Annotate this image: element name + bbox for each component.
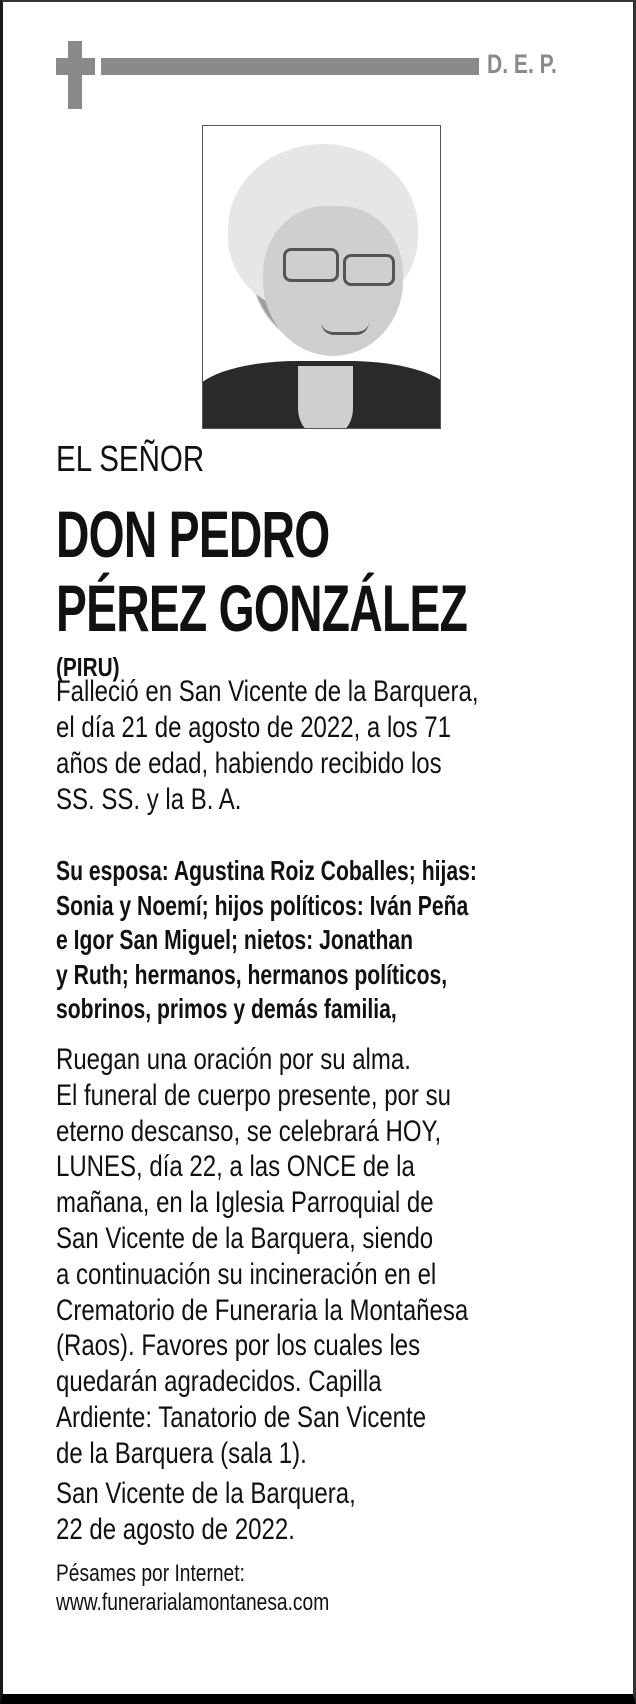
condolences-url-link[interactable]: www.funerarialamontanesa.com bbox=[56, 1589, 330, 1616]
funeral-line: LUNES, día 22, a las ONCE de la bbox=[56, 1150, 415, 1184]
photo-collar bbox=[298, 366, 353, 429]
death-notice-line: SS. SS. y la B. A. bbox=[56, 783, 242, 816]
funeral-line: Crematorio de Funeraria la Montañesa bbox=[56, 1293, 469, 1327]
funeral-line: San Vicente de la Barquera, siendo bbox=[56, 1221, 434, 1255]
place-date bbox=[56, 1476, 356, 1548]
cross-icon bbox=[68, 41, 82, 109]
family-line: Su esposa: Agustina Roiz Coballes; hijas: bbox=[56, 855, 477, 886]
funeral-line: de la Barquera (sala 1). bbox=[56, 1436, 307, 1470]
condolences-label: Pésames por Internet: bbox=[56, 1560, 245, 1587]
death-notice-line: el día 21 de agosto de 2022, a los 71 bbox=[56, 711, 451, 744]
funeral-details bbox=[56, 1042, 468, 1472]
funeral-line: mañana, en la Iglesia Parroquial de bbox=[56, 1186, 434, 1220]
family-line: e Igor San Miguel; nietos: Jonathan bbox=[56, 924, 414, 955]
family-list bbox=[56, 854, 477, 1027]
funeral-line: eterno descanso, se celebrará HOY, bbox=[56, 1114, 442, 1148]
funeral-line: El funeral de cuerpo presente, por su bbox=[56, 1078, 451, 1112]
cross-icon-arm bbox=[56, 58, 95, 75]
header-rule bbox=[101, 58, 479, 75]
death-notice bbox=[56, 674, 479, 818]
family-line: y Ruth; hermanos, hermanos políticos, bbox=[56, 958, 448, 990]
condolences bbox=[56, 1559, 329, 1617]
family-line: sobrinos, primos y demás familia, bbox=[56, 993, 397, 1024]
title-prefix: EL SEÑOR bbox=[56, 438, 205, 479]
death-notice-line: Falleció en San Vicente de la Barquera, bbox=[56, 675, 479, 708]
photo-glasses-right bbox=[343, 254, 395, 286]
photo-mouth bbox=[321, 322, 369, 335]
funeral-line: Ardiente: Tanatorio de San Vicente bbox=[56, 1400, 427, 1434]
deceased-name-line2: PÉREZ GONZÁLEZ bbox=[56, 571, 468, 645]
funeral-line: quedarán agradecidos. Capilla bbox=[56, 1365, 382, 1399]
deceased-name-line1: DON PEDRO bbox=[56, 497, 330, 571]
date-line: 22 de agosto de 2022. bbox=[56, 1513, 295, 1546]
dep-label: D. E. P. bbox=[487, 49, 557, 79]
death-notice-line: años de edad, habiendo recibido los bbox=[56, 747, 442, 780]
nickname: (PIRU) bbox=[56, 652, 120, 682]
photo-glasses-left bbox=[283, 248, 339, 282]
place-line: San Vicente de la Barquera, bbox=[56, 1477, 356, 1510]
family-line: Sonia y Noemí; hijos políticos: Iván Peña bbox=[56, 889, 469, 921]
funeral-line: (Raos). Favores por los cuales les bbox=[56, 1329, 421, 1363]
portrait-photo bbox=[202, 125, 441, 429]
funeral-line: Ruegan una oración por su alma. bbox=[56, 1043, 411, 1076]
funeral-line: a continuación su incineración en el bbox=[56, 1257, 437, 1291]
